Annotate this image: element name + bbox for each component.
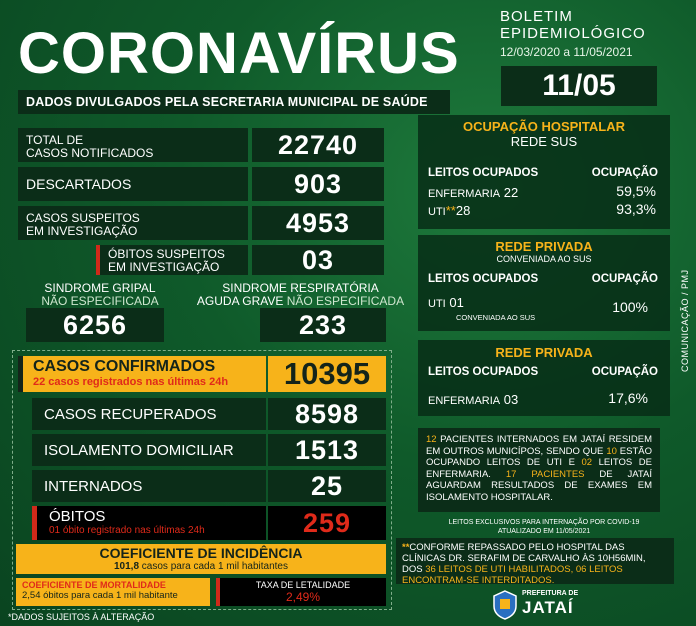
confirmed-sub: 22 casos registrados nas últimas 24h [33,376,229,388]
private1-icu-occ: 100% [612,299,648,315]
hospital-ward-label: ENFERMARIA [428,188,501,200]
exclusive-note-2: ATUALIZADO EM 11/05/2021 [497,528,591,535]
hospital-panel [418,115,670,229]
home-isolation-value: 1513 [268,434,386,466]
exclusive-note-1: LEITOS EXCLUSIVOS PARA INTERNAÇÃO POR COVID-19 [448,519,640,526]
deaths-suspect-label-1: ÓBITOS SUSPEITOS [108,247,225,261]
private2-title: REDE PRIVADA [495,345,593,360]
private1-title: REDE PRIVADA [495,239,593,254]
footnote-star: ** [402,542,410,553]
hospital-ward-occ: 59,5% [616,183,656,199]
deaths-label: ÓBITOS [49,508,106,525]
private1-subtitle: CONVENIADA AO SUS [496,254,592,264]
notified-label [18,128,248,162]
private1-icu-row [428,295,464,310]
page-subtitle: DADOS DIVULGADOS PELA SECRETARIA MUNICIPAL DE SAÚDE [18,90,450,114]
footnote-text-1: CONFORME REPASSADO PELO HOSPITAL DAS CLÍNICAS DR. SERAFIM DE CARVALHO ÀS 10H56MIN, DOS [402,542,646,575]
credit-text: COMUNICAÇÃO / PMJ [680,269,690,372]
credit-vertical [680,269,690,372]
private1-occ-label: OCUPAÇÃO [591,273,658,285]
incidence-sub [16,561,386,572]
page-title: CORONAVÍRUS [18,21,460,86]
hospital-icu-value: 28 [455,203,471,218]
private2-ward-occ: 17,6% [608,390,648,406]
logo-main-text: JATAÍ [522,598,574,617]
incidence-sub-text: casos para cada 1 mil habitantes [139,561,288,572]
deaths-label-box [32,506,266,540]
prefeitura-logo [492,588,642,622]
discarded-value: 903 [252,167,384,201]
footnote-text-2: 36 LEITOS DE UTI HABILITADOS, 06 LEITOS ENCONTRAM-SE INTERDITADOS. [402,564,623,586]
flu-value: 6256 [26,308,164,342]
confirmed-label-box [18,356,266,392]
hospital-icu-row [428,203,470,218]
residents-note [418,428,660,512]
discarded-label: DESCARTADOS [18,167,248,201]
deaths-suspect-value: 03 [252,245,384,275]
bulletin-period: 12/03/2020 a 11/05/2021 [500,45,633,59]
recovered-label: CASOS RECUPERADOS [32,398,266,430]
bulletin-title [500,8,646,42]
private1-icu-note: CONVENIADA AO SUS [456,313,536,322]
flu-label-1: SINDROME GRIPAL [44,281,156,295]
suspect-label [18,206,248,240]
notified-label-1: TOTAL DE [26,133,84,147]
hospital-beds-label: LEITOS OCUPADOS [428,167,539,179]
mortality-text: 2,54 óbitos para cada 1 mil habitante [22,590,178,601]
srag-label-2b: NÃO ESPECIFICADA [283,294,405,308]
srag-label [188,282,413,308]
deaths-suspect-label-2: EM INVESTIGAÇÃO [108,260,220,274]
bulletin-date: 11/05 [501,66,657,106]
mortality-label: COEFICIENTE DE MORTALIDADE [22,580,166,590]
footer-note: *DADOS SUJEITOS À ALTERAÇÃO [8,612,155,622]
bulletin-line-1: BOLETIM [500,8,573,25]
flu-label-2: NÃO ESPECIFICADA [41,294,159,308]
confirmed-label: CASOS CONFIRMADOS [33,358,216,375]
srag-label-2 [188,295,413,308]
hospitalized-value: 25 [268,470,386,502]
mortality-box [16,578,210,606]
notified-value: 22740 [252,128,384,162]
suspect-label-1: CASOS SUSPEITOS [26,211,140,225]
suspect-label-2: EM INVESTIGAÇÃO [26,224,138,238]
incidence-label: COEFICIENTE DE INCIDÊNCIA [99,545,303,561]
hospital-icu-mark: ** [445,203,456,218]
notified-label-2: CASOS NOTIFICADOS [26,146,154,160]
note-p2: PACIENTES INTERNADOS EM JATAÍ RESIDEM EM OUTROS MUNICÍPOS, SENDO QUE [426,434,652,457]
flu-label [30,282,170,308]
incidence-box [16,544,386,574]
exclusive-note [418,518,670,536]
hospital-occ-label: OCUPAÇÃO [591,167,658,179]
srag-label-2a: AGUDA GRAVE [196,294,284,308]
private2-ward-label: ENFERMARIA [428,395,501,407]
lethality-box [216,578,386,606]
hospital-ward-value: 22 [503,185,519,200]
confirmed-value: 10395 [268,356,386,392]
hospital-subtitle: REDE SUS [510,134,578,149]
private1-beds-label: LEITOS OCUPADOS [428,273,539,285]
hospital-icu-occ: 93,3% [616,201,656,217]
hospital-title: OCUPAÇÃO HOSPITALAR [462,119,626,134]
note-p3: 10 [606,445,617,457]
private2-occ-label: OCUPAÇÃO [591,366,658,378]
srag-label-1: SINDROME RESPIRATÓRIA [222,281,379,295]
private1-icu-label: UTI [428,298,446,310]
lethality-value: 2,49% [285,590,321,604]
note-p5: 02 [581,457,593,468]
lethality-label: TAXA DE LETALIDADE [255,580,351,590]
srag-value: 233 [260,308,386,342]
note-p4: ESTÃO OCUPANDO LEITOS DE UTI E [426,445,653,468]
note-p7: 17 PACIENTES [505,468,585,480]
note-p1: 12 [426,434,437,445]
home-isolation-label: ISOLAMENTO DOMICILIAR [32,434,266,466]
deaths-sub: 01 óbito registrado nas últimas 24h [49,525,205,536]
recovered-value: 8598 [268,398,386,430]
city-crest-icon [492,590,518,620]
private2-ward-value: 03 [503,392,519,407]
suspect-value: 4953 [252,206,384,240]
hospital-footnote [396,538,674,584]
hospital-ward-row [428,185,518,200]
hospitalized-label: INTERNADOS [32,470,266,502]
private-panel-1 [418,235,670,331]
deaths-value: 259 [268,506,386,540]
deaths-suspect-label [96,245,248,275]
logo-top-text: PREFEITURA DE [522,590,579,597]
incidence-value: 101,8 [113,561,140,572]
private2-ward-row [428,392,518,407]
bulletin-line-2: EPIDEMIOLÓGICO [500,25,646,42]
private-panel-2 [418,340,670,416]
private1-icu-value: 01 [449,295,464,310]
private2-beds-label: LEITOS OCUPADOS [428,366,539,378]
note-p6: LEITOS DE ENFERMARIA. [426,457,653,480]
hospital-icu-label: UTI [428,206,446,218]
note-p8: DE JATAÍ AGUARDAM RESULTADOS DE EXAMES EM ISOLAMENTO HOSPITALAR. [426,468,653,503]
